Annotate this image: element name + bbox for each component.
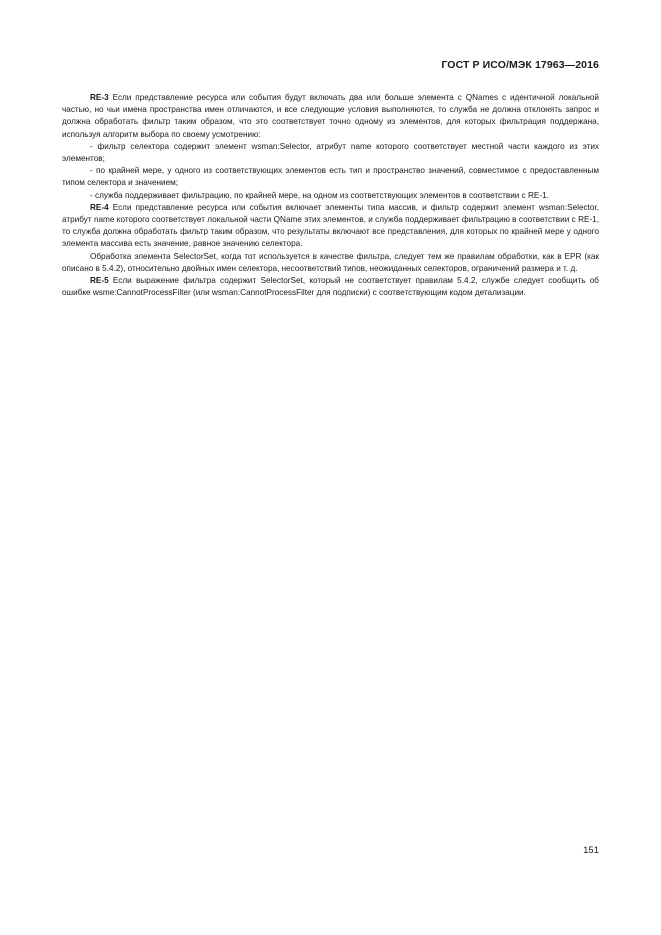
rule-label: RE-3 (90, 93, 109, 102)
document-body (62, 92, 599, 299)
paragraph-text: Обработка элемента SelectorSet, когда тот используется в качестве фильтра, следует тем же правилам обработки, как в EPR (как описано в 5.4.2), относительно двойных имен селектора, несоответствий типов, неожиданных селекторов, ограничений размера и т. д. (62, 251, 599, 273)
paragraph-text: Если представление ресурса или события будут включать два или больше элемента с QNames с идентичной локальной частью, но чьи имена пространства имен отличаются, и все следующие условия выполняются, то служба не должна отклонять запрос и должна обработать фильтр таким образом, что это соответствует точно одному из элементов, для которых фильтрация поддержана, используя алгоритм выбора по своему усмотрению: (62, 93, 599, 139)
paragraph-text: - фильтр селектора содержит элемент wsman:Selector, атрибут name которого соответствует местной части каждого из этих элементов; (62, 141, 599, 164)
paragraph-re3 (62, 92, 599, 141)
page-number: 151 (583, 845, 599, 856)
rule-label: RE-4 (90, 202, 109, 212)
paragraph-re4 (62, 202, 599, 251)
list-item (62, 190, 599, 202)
list-item (62, 141, 599, 165)
paragraph-text: - по крайней мере, у одного из соответствующих элементов есть тип и пространство значений, совместимое с предоставленным типом селектора и значением; (62, 166, 599, 188)
paragraph-text: Если выражение фильтра содержит SelectorSet, который не соответствует правилам 5.4.2, службе следует сообщить об ошибке wsme:CannotProcessFilter (или wsman:CannotProcessFilter для подписки) с соответствующим кодом детализации. (62, 276, 599, 298)
paragraph-selectorset (62, 251, 599, 275)
list-item (62, 165, 599, 189)
paragraph-text: - служба поддерживает фильтрацию, по крайней мере, на одном из соответствующих элементов в соответствии с RE-1. (90, 190, 549, 200)
paragraph-text: Если представление ресурса или события включает элементы типа массив, и фильтр содержит элемент wsman:Selector, атрибут name которого соответствует локальной части QName этих элементов, и служба поддерживает фильтрацию в соответствии с RE-1, то служба должна обработать фильтр таким образом, что результаты включают все представления, для которых по крайней мере у одного элемента массива есть значение, равное значению селектора. (62, 202, 599, 249)
rule-label: RE-5 (90, 276, 109, 286)
document-header: ГОСТ Р ИСО/МЭК 17963—2016 (441, 59, 599, 71)
paragraph-re5 (62, 275, 599, 299)
